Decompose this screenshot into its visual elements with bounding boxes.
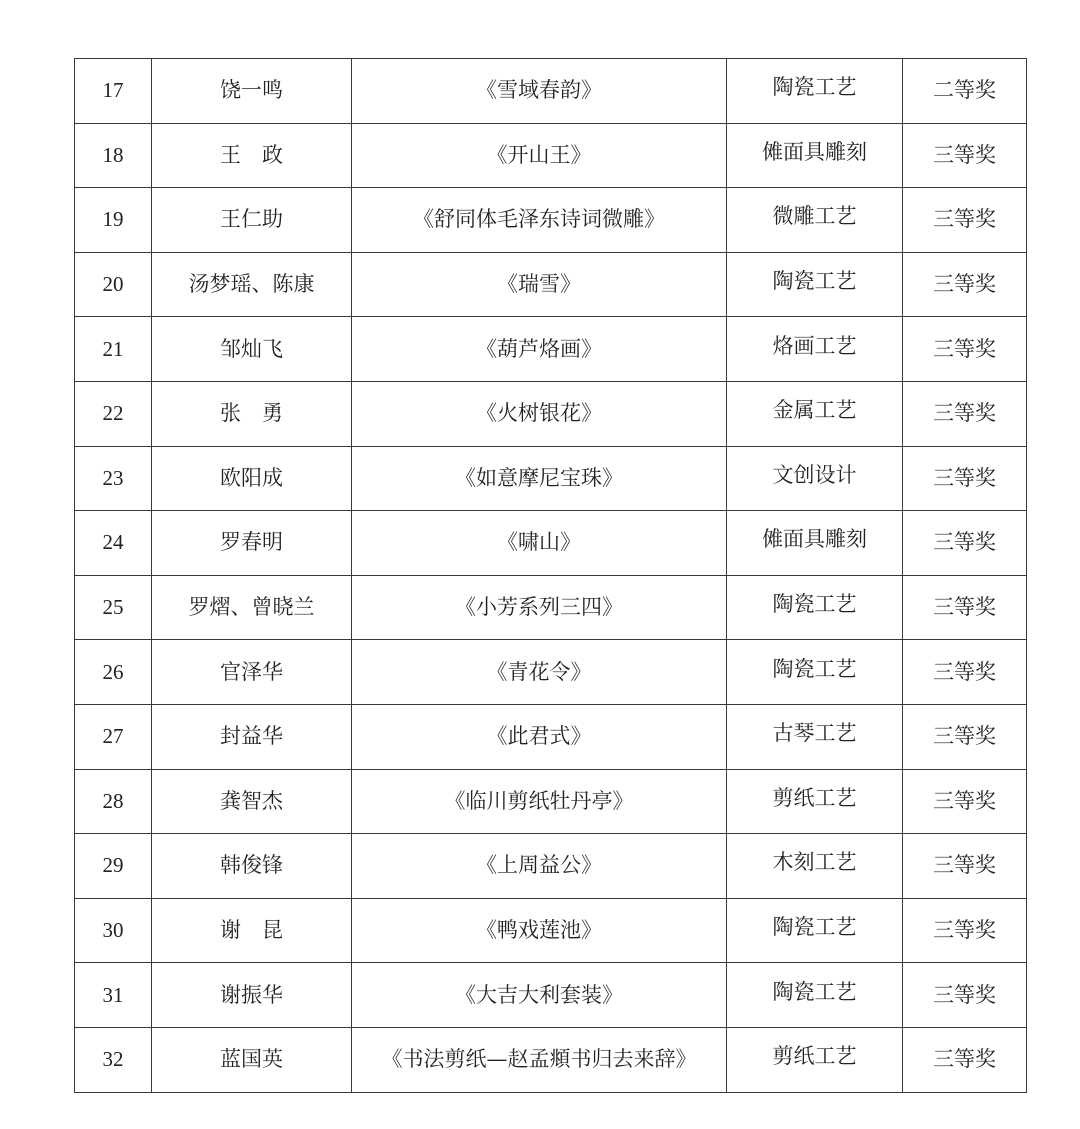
- cell-category: [727, 769, 903, 834]
- cell-work-title: 《大吉大利套装》: [352, 963, 727, 1028]
- cell-number: 32: [75, 1027, 152, 1092]
- table-row: [75, 963, 1027, 1028]
- table-row: [75, 704, 1027, 769]
- cell-name: 封益华: [152, 704, 352, 769]
- award-table: [74, 58, 1027, 1093]
- table-row: [75, 834, 1027, 899]
- category-text: 陶瓷工艺: [772, 75, 857, 100]
- category-text: 烙画工艺: [772, 333, 857, 358]
- table-row: [75, 59, 1027, 124]
- category-text: 文创设计: [772, 462, 857, 487]
- cell-name: 饶一鸣: [152, 59, 352, 124]
- cell-work-title: 《火树银花》: [352, 381, 727, 446]
- table-row: [75, 188, 1027, 253]
- cell-award: 二等奖: [903, 59, 1027, 124]
- category-text: 剪纸工艺: [772, 785, 857, 810]
- cell-category: [727, 252, 903, 317]
- table-row: [75, 381, 1027, 446]
- table-row: [75, 898, 1027, 963]
- cell-work-title: 《鸭戏莲池》: [352, 898, 727, 963]
- cell-number: 18: [75, 123, 152, 188]
- cell-name: 王 政: [152, 123, 352, 188]
- cell-category: [727, 834, 903, 899]
- cell-number: 23: [75, 446, 152, 511]
- cell-award: 三等奖: [903, 1027, 1027, 1092]
- cell-work-title: 《此君式》: [352, 704, 727, 769]
- category-text: 陶瓷工艺: [772, 915, 857, 940]
- category-text: 木刻工艺: [772, 850, 857, 875]
- cell-award: 三等奖: [903, 188, 1027, 253]
- cell-category: [727, 188, 903, 253]
- cell-name: 谢振华: [152, 963, 352, 1028]
- cell-work-title: 《临川剪纸牡丹亭》: [352, 769, 727, 834]
- cell-number: 25: [75, 575, 152, 640]
- cell-category: [727, 898, 903, 963]
- cell-work-title: 《如意摩尼宝珠》: [352, 446, 727, 511]
- cell-category: [727, 381, 903, 446]
- cell-category: [727, 575, 903, 640]
- cell-name: 罗春明: [152, 511, 352, 576]
- category-text: 剪纸工艺: [772, 1044, 857, 1069]
- cell-work-title: 《雪域春韵》: [352, 59, 727, 124]
- category-text: 微雕工艺: [772, 204, 857, 229]
- cell-award: 三等奖: [903, 511, 1027, 576]
- cell-award: 三等奖: [903, 446, 1027, 511]
- cell-number: 29: [75, 834, 152, 899]
- cell-name: 张 勇: [152, 381, 352, 446]
- cell-category: [727, 317, 903, 382]
- cell-number: 27: [75, 704, 152, 769]
- cell-number: 19: [75, 188, 152, 253]
- cell-award: 三等奖: [903, 963, 1027, 1028]
- cell-work-title: 《上周益公》: [352, 834, 727, 899]
- cell-number: 20: [75, 252, 152, 317]
- cell-category: [727, 1027, 903, 1092]
- cell-category: [727, 446, 903, 511]
- cell-number: 31: [75, 963, 152, 1028]
- cell-award: 三等奖: [903, 381, 1027, 446]
- cell-category: [727, 704, 903, 769]
- table-row: [75, 317, 1027, 382]
- cell-name: 韩俊锋: [152, 834, 352, 899]
- cell-category: [727, 640, 903, 705]
- table-row: [75, 1027, 1027, 1092]
- cell-name: 官泽华: [152, 640, 352, 705]
- cell-work-title: 《小芳系列三四》: [352, 575, 727, 640]
- cell-number: 22: [75, 381, 152, 446]
- cell-category: [727, 59, 903, 124]
- cell-name: 罗熠、曾晓兰: [152, 575, 352, 640]
- cell-award: 三等奖: [903, 834, 1027, 899]
- cell-work-title: 《书法剪纸—赵孟頫书归去来辞》: [352, 1027, 727, 1092]
- cell-award: 三等奖: [903, 317, 1027, 382]
- cell-number: 28: [75, 769, 152, 834]
- cell-name: 汤梦瑶、陈康: [152, 252, 352, 317]
- cell-name: 欧阳成: [152, 446, 352, 511]
- category-text: 陶瓷工艺: [772, 656, 857, 681]
- table-row: [75, 640, 1027, 705]
- cell-name: 邹灿飞: [152, 317, 352, 382]
- cell-work-title: 《啸山》: [352, 511, 727, 576]
- cell-award: 三等奖: [903, 704, 1027, 769]
- category-text: 金属工艺: [772, 398, 857, 423]
- cell-name: 蓝国英: [152, 1027, 352, 1092]
- cell-name: 龚智杰: [152, 769, 352, 834]
- category-text: 陶瓷工艺: [772, 269, 857, 294]
- cell-work-title: 《瑞雪》: [352, 252, 727, 317]
- award-table-body: [75, 59, 1027, 1093]
- table-row: [75, 575, 1027, 640]
- category-text: 傩面具雕刻: [762, 139, 867, 164]
- cell-award: 三等奖: [903, 575, 1027, 640]
- cell-work-title: 《青花令》: [352, 640, 727, 705]
- cell-name: 王仁助: [152, 188, 352, 253]
- cell-award: 三等奖: [903, 898, 1027, 963]
- cell-award: 三等奖: [903, 769, 1027, 834]
- cell-work-title: 《葫芦烙画》: [352, 317, 727, 382]
- cell-number: 21: [75, 317, 152, 382]
- cell-category: [727, 963, 903, 1028]
- cell-work-title: 《舒同体毛泽东诗词微雕》: [352, 188, 727, 253]
- cell-number: 24: [75, 511, 152, 576]
- table-row: [75, 769, 1027, 834]
- cell-category: [727, 511, 903, 576]
- table-row: [75, 252, 1027, 317]
- category-text: 古琴工艺: [772, 721, 857, 746]
- cell-number: 17: [75, 59, 152, 124]
- table-row: [75, 446, 1027, 511]
- cell-award: 三等奖: [903, 252, 1027, 317]
- category-text: 陶瓷工艺: [772, 592, 857, 617]
- table-row: [75, 123, 1027, 188]
- table-row: [75, 511, 1027, 576]
- cell-name: 谢 昆: [152, 898, 352, 963]
- cell-number: 26: [75, 640, 152, 705]
- cell-award: 三等奖: [903, 640, 1027, 705]
- cell-award: 三等奖: [903, 123, 1027, 188]
- category-text: 陶瓷工艺: [772, 979, 857, 1004]
- cell-number: 30: [75, 898, 152, 963]
- cell-work-title: 《开山王》: [352, 123, 727, 188]
- cell-category: [727, 123, 903, 188]
- category-text: 傩面具雕刻: [762, 527, 867, 552]
